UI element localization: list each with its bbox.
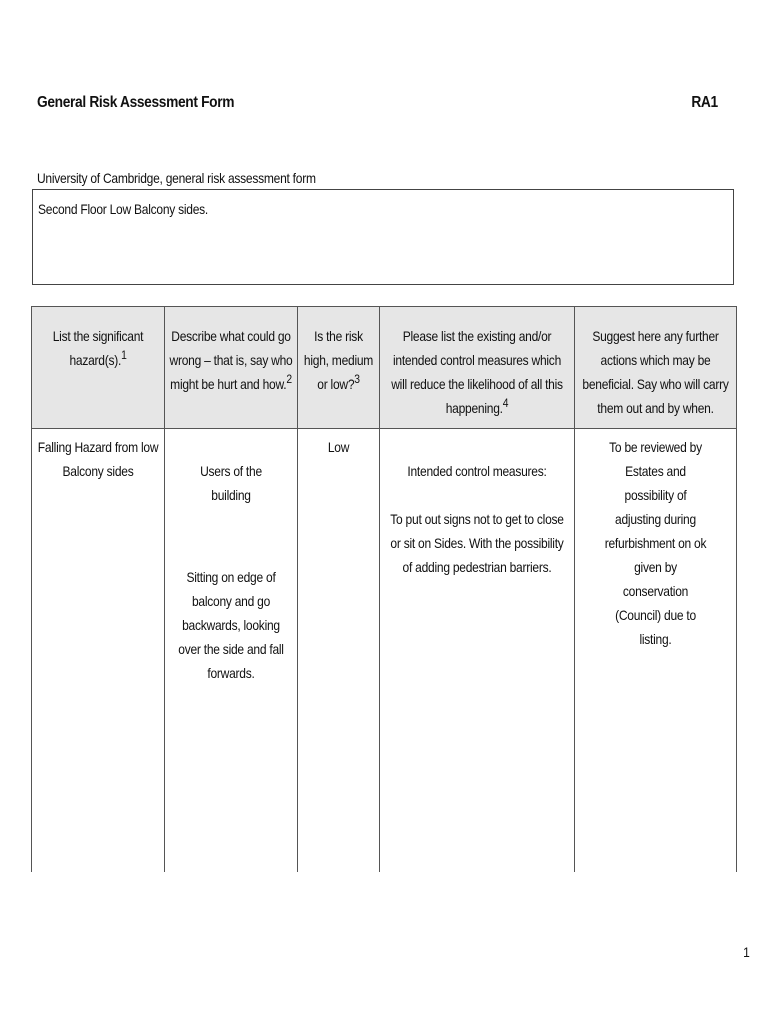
risk-assessment-table xyxy=(31,306,737,872)
cell-risk-level[interactable] xyxy=(298,429,380,873)
header-risk-level xyxy=(298,307,380,429)
risk-assessment-table-container xyxy=(31,306,736,872)
cell-who-hurt-text: Users of the building xyxy=(200,463,262,503)
page-number: 1 xyxy=(743,944,750,960)
cell-risk-level-text: Low xyxy=(327,439,350,455)
footnote-marker: 1 xyxy=(121,348,127,362)
cell-further-actions[interactable] xyxy=(575,429,737,873)
cell-how-hurt-text: Sitting on edge of balcony and go backwards, looking over the side and fall forwards. xyxy=(178,569,284,681)
table-header-row xyxy=(32,307,737,429)
header-hazards-text: List the significant hazard(s). xyxy=(52,328,144,368)
form-subtitle: University of Cambridge, general risk assessment form xyxy=(37,170,316,186)
form-code: RA1 xyxy=(691,94,718,111)
footnote-marker: 3 xyxy=(354,372,360,386)
cell-hazard-text: Falling Hazard from low Balcony sides xyxy=(37,439,159,479)
footnote-marker: 2 xyxy=(286,372,292,386)
cell-controls-text: To put out signs not to get to close or sit on Sides. With the possibility of adding pedestrian barriers. xyxy=(390,511,564,575)
header-what-could-go-wrong xyxy=(165,307,298,429)
header-further-actions-text: Suggest here any further actions which may be beneficial. Say who will carry them out and by when. xyxy=(582,328,729,416)
header-further-actions xyxy=(575,307,737,429)
header-control-measures xyxy=(380,307,575,429)
header-control-measures-text: Please list the existing and/or intended control measures which will reduce the likelihood of all this happening. xyxy=(391,328,563,416)
header-risk-level-text: Is the risk high, medium or low? xyxy=(303,328,374,392)
description-text: Second Floor Low Balcony sides. xyxy=(38,201,209,217)
cell-controls-title: Intended control measures: xyxy=(407,463,547,479)
cell-further-actions-text: To be reviewed by Estates and possibility of adjusting during refurbishment on ok given by conservation (Council) due to listing. xyxy=(604,439,707,647)
cell-hazard[interactable] xyxy=(32,429,165,873)
cell-what-could-go-wrong[interactable] xyxy=(165,429,298,873)
header-hazards xyxy=(32,307,165,429)
footnote-marker: 4 xyxy=(502,396,509,410)
description-box[interactable] xyxy=(32,189,734,285)
table-row xyxy=(32,429,737,873)
header-what-could-go-wrong-text: Describe what could go wrong – that is, say who might be hurt and how. xyxy=(169,328,293,392)
cell-control-measures[interactable] xyxy=(380,429,575,873)
form-title: General Risk Assessment Form xyxy=(37,94,235,111)
